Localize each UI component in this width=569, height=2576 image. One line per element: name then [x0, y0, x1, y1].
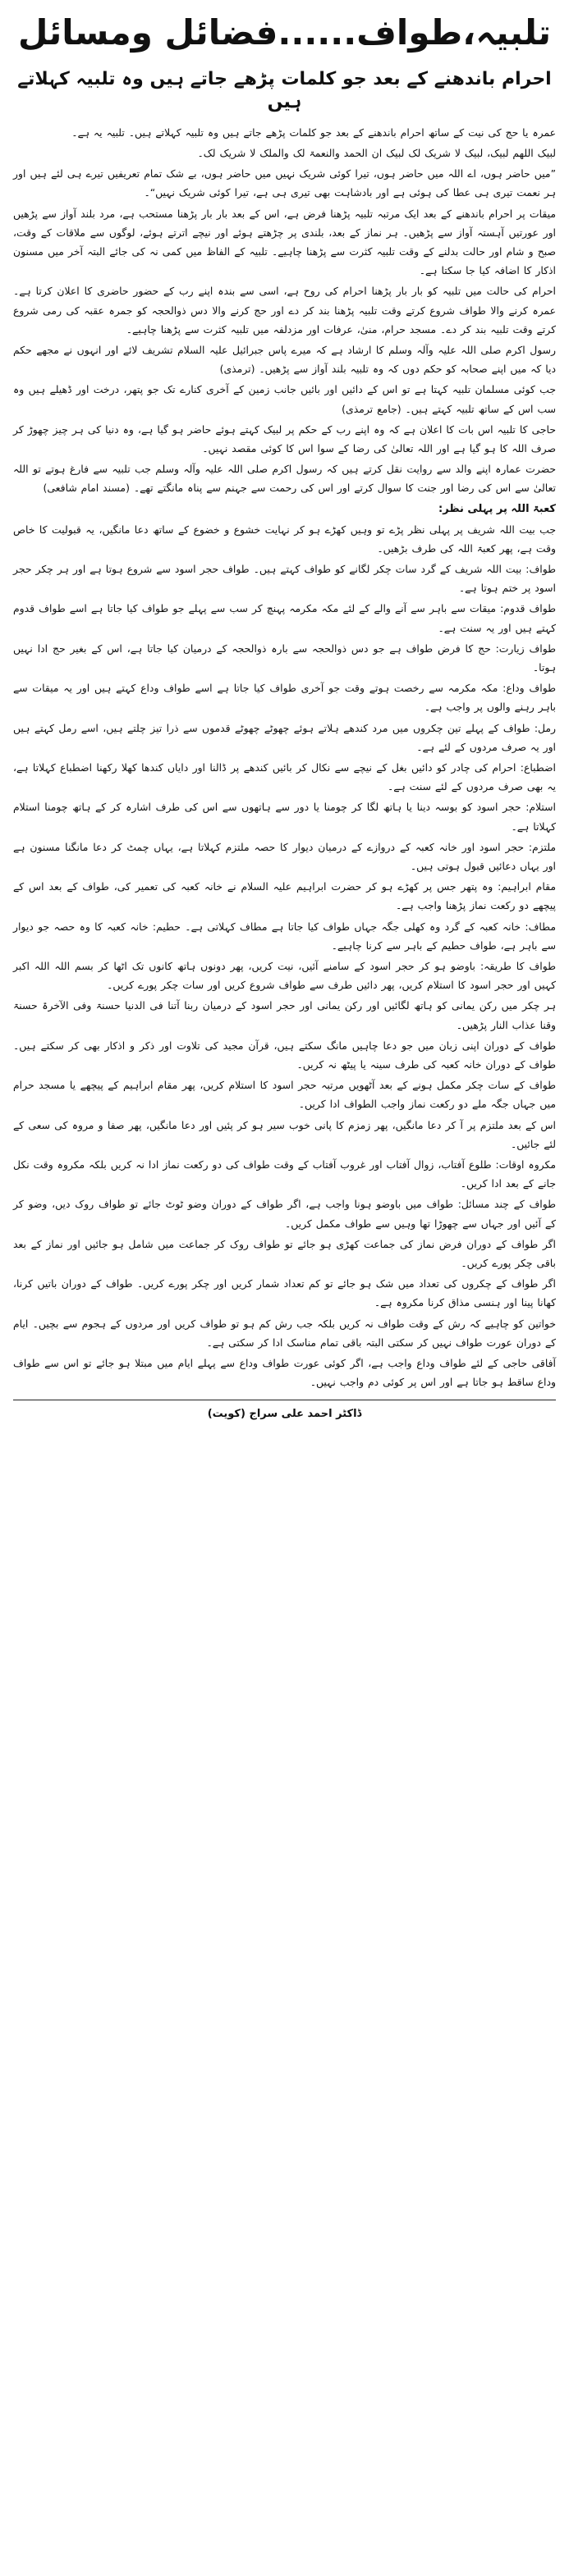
section-paragraph: اگر طواف کے دوران فرض نماز کی جماعت کھڑی ہو جائے تو طواف روک کر جماعت میں شامل ہو جائیں اور نماز کے بعد باقی چکر پورے کریں۔ [13, 1237, 556, 1270]
body-paragraph: احرام کی حالت میں تلبیہ کو بار بار پڑھنا احرام کی روح ہے، اسی سے بندہ اپنے رب کے حضور حاضری کا اعلان کرتا ہے۔ عمرہ کرنے والا طواف شروع کرتے وقت تلبیہ پڑھنا بند کر دے اور حج کرنے والا دس ذوالحجہ کو جمرہ عقبہ کی رمی شروع کرتے وقت تلبیہ بند کر دے۔ مسجد حرام، منیٰ، عرفات اور مزدلفہ میں تلبیہ کثرت سے پڑھنا چاہیے۔ [13, 285, 556, 336]
section-paragraph: طواف قدوم: میقات سے باہر سے آنے والے کے لئے مکہ مکرمہ پہنچ کر سب سے پہلے جو طواف کیا جاتا ہے اسے طواف قدوم کہتے ہیں اور یہ سنت ہے۔ [13, 602, 556, 634]
section-paragraph: طواف وداع: مکہ مکرمہ سے رخصت ہوتے وقت جو آخری طواف کیا جاتا ہے اسے طواف وداع کہتے ہیں اور یہ میقات سے باہر رہنے والوں پر واجب ہے۔ [13, 682, 556, 714]
article-subtitle: احرام باندھنے کے بعد جو کلمات پڑھے جاتے ہیں وہ تلبیہ کہلاتے ہیں [17, 68, 552, 113]
section-paragraph: رمل: طواف کے پہلے تین چکروں میں مرد کندھے ہلاتے ہوئے چھوٹے چھوٹے قدموں سے ذرا تیز چلتے ہیں، اسے رمل کہتے ہیں اور یہ صرف مردوں کے لئے ہے۔ [13, 721, 556, 753]
section-paragraph: مقام ابراہیم: وہ پتھر جس پر کھڑے ہو کر حضرت ابراہیم علیہ السلام نے خانہ کعبہ کی تعمیر کی، طواف کے بعد اس کے پیچھے دو رکعت نماز پڑھنا واجب ہے۔ [13, 880, 556, 912]
section-paragraph: جب بیت اللہ شریف پر پہلی نظر پڑے تو وہیں کھڑے ہو کر نہایت خشوع و خضوع کے ساتھ دعا مانگیں، یہ قبولیت کا خاص وقت ہے، پھر کعبۃ اللہ کی طرف بڑھیں۔ [13, 523, 556, 555]
talbiyah-translation: ”میں حاضر ہوں، اے اللہ میں حاضر ہوں، تیرا کوئی شریک نہیں میں حاضر ہوں، بے شک تمام تعریفیں تیرے ہی لئے ہیں اور ہر نعمت تیری ہی عطا کی ہوئی ہے اور بادشاہت بھی تیری ہی ہے، تیرا کوئی شریک نہیں“۔ [13, 167, 556, 199]
section-paragraph: ہر چکر میں رکن یمانی کو ہاتھ لگائیں اور رکن یمانی اور حجر اسود کے درمیان ربنا آتنا فی الدنیا حسنۃ وفی الآخرۃ حسنۃ وقنا عذاب النار پڑھیں۔ [13, 999, 556, 1031]
body-paragraph: عمرہ یا حج کی نیت کے ساتھ احرام باندھنے کے بعد جو کلمات پڑھے جاتے ہیں وہ تلبیہ کہلاتے ہیں۔ تلبیہ یہ ہے۔ [71, 126, 556, 139]
section-heading: کعبۃ اللہ پر پہلی نظر: [438, 502, 556, 515]
section-paragraph: مکروہ اوقات: طلوع آفتاب، زوال آفتاب اور غروب آفتاب کے وقت طواف کی دو رکعت نماز ادا نہ کریں بلکہ مکروہ وقت نکل جانے کے بعد ادا کریں۔ [13, 1158, 556, 1190]
section-paragraph: اگر طواف کے چکروں کی تعداد میں شک ہو جائے تو کم تعداد شمار کریں اور چکر پورے کریں۔ طواف کے دوران باتیں کرنا، کھانا پینا اور ہنسی مذاق کرنا مکروہ ہے۔ [13, 1277, 556, 1309]
section-paragraph: آفاقی حاجی کے لئے طواف وداع واجب ہے، اگر کوئی عورت طواف وداع سے پہلے ایام میں مبتلا ہو جائے تو اس سے طواف وداع ساقط ہو جاتا ہے اور اس پر کوئی دم واجب نہیں۔ [13, 1357, 556, 1389]
article-title: تلبیہ،طواف......فضائل ومسائل [18, 12, 551, 53]
body-paragraph: رسول اکرم صلی اللہ علیہ وآلہ وسلم کا ارشاد ہے کہ میرے پاس جبرائیل علیہ السلام تشریف لائے اور انہوں نے مجھے حکم دیا کہ میں اپنے صحابہ کو حکم دوں کہ وہ تلبیہ بلند آواز سے پڑھیں۔ (ترمذی) [13, 343, 556, 376]
section-paragraph: طواف کے چند مسائل: طواف میں باوضو ہونا واجب ہے، اگر طواف کے دوران وضو ٹوٹ جائے تو طواف روک دیں، وضو کر کے آئیں اور جہاں سے چھوڑا تھا وہیں سے طواف مکمل کریں۔ [13, 1198, 556, 1230]
talbiyah-arabic-text: لبیک اللھم لبیک، لبیک لا شریک لک لبیک ان الحمد والنعمۃ لک والملک لا شریک لک۔ [197, 146, 556, 159]
section-paragraph: اضطباع: احرام کی چادر کو دائیں بغل کے نیچے سے نکال کر بائیں کندھے پر ڈالنا اور دایاں کندھا کھلا رکھنا اضطباع کہلاتا ہے، یہ بھی صرف مردوں کے لئے سنت ہے۔ [13, 760, 556, 793]
body-paragraph: جب کوئی مسلمان تلبیہ کہتا ہے تو اس کے دائیں اور بائیں جانب زمین کے آخری کنارے تک جو پتھر، درخت اور ڈھیلے ہیں وہ سب اس کے ساتھ تلبیہ کہتے ہیں۔ (جامع ترمذی) [13, 383, 556, 415]
article-body [13, 123, 556, 1392]
section-paragraph: طواف: بیت اللہ شریف کے گرد سات چکر لگانے کو طواف کہتے ہیں۔ طواف حجر اسود سے شروع ہوتا ہے اور ہر چکر حجر اسود پر ختم ہوتا ہے۔ [13, 562, 556, 595]
section-paragraph: طواف کے سات چکر مکمل ہونے کے بعد آٹھویں مرتبہ حجر اسود کا استلام کریں، پھر مقام ابراہیم کے پیچھے یا مسجد حرام میں جہاں جگہ ملے دو رکعت نماز واجب الطواف ادا کریں۔ [13, 1079, 556, 1111]
section-paragraph: استلام: حجر اسود کو بوسہ دینا یا ہاتھ لگا کر چومنا یا دور سے ہاتھوں سے اس کی طرف اشارہ کر کے ہاتھ چومنا استلام کہلاتا ہے۔ [13, 801, 556, 833]
section-paragraph: طواف زیارت: حج کا فرض طواف ہے جو دس ذوالحجہ سے بارہ ذوالحجہ کے درمیان کیا جاتا ہے، اس کے بغیر حج ادا نہیں ہوتا۔ [13, 642, 556, 674]
body-paragraph: حاجی کا تلبیہ اس بات کا اعلان ہے کہ وہ اپنے رب کے حکم پر لبیک کہتے ہوئے حاضر ہو گیا ہے، وہ دنیا کی ہر چیز چھوڑ کر صرف اللہ کا ہو گیا ہے اور اللہ تعالیٰ کی رضا کے سوا اس کا کوئی مقصد نہیں۔ [13, 422, 556, 454]
body-paragraph: حضرت عمارہ اپنے والد سے روایت نقل کرتے ہیں کہ رسول اکرم صلی اللہ علیہ وآلہ وسلم جب تلبیہ سے فارغ ہوتے تو اللہ تعالیٰ سے اس کی رضا اور جنت کا سوال کرتے اور اس کی رحمت سے جہنم سے پناہ مانگتے تھے۔ (مسند امام شافعی) [13, 463, 556, 495]
section-paragraph: خواتین کو چاہیے کہ رش کے وقت طواف نہ کریں بلکہ جب رش کم ہو تو طواف کریں اور مردوں کے ہجوم سے بچیں۔ ایام کے دوران عورت طواف نہیں کر سکتی البتہ باقی تمام مناسک ادا کر سکتی ہے۔ [13, 1317, 556, 1349]
section-paragraph: ملتزم: حجر اسود اور خانہ کعبہ کے دروازے کے درمیان دیوار کا حصہ ملتزم کہلاتا ہے، یہاں چمٹ کر دعا مانگنا مسنون ہے اور یہاں دعائیں قبول ہوتی ہیں۔ [13, 840, 556, 872]
author-byline: ڈاکٹر احمد علی سراج (کویت) [207, 1408, 362, 1421]
body-paragraph: میقات پر احرام باندھنے کے بعد ایک مرتبہ تلبیہ پڑھنا فرض ہے، اس کے بعد بار بار پڑھنا مستحب ہے، مرد بلند آواز سے پڑھیں اور عورتیں آہستہ آواز سے پڑھیں۔ ہر نماز کے بعد، بلندی پر چڑھتے ہوئے اور نیچے اترتے ہوئے، لوگوں سے ملاقات کے وقت، صبح و شام اور حالت بدلنے کے وقت تلبیہ کثرت سے پڑھنا چاہیے۔ تلبیہ کے الفاظ میں کمی نہ کی جائے البتہ آخر میں مسنون اذکار کا اضافہ کیا جا سکتا ہے۔ [13, 207, 556, 277]
section-paragraph: اس کے بعد ملتزم پر آ کر دعا مانگیں، پھر زمزم کا پانی خوب سیر ہو کر پئیں اور دعا مانگیں، پھر صفا و مروہ کی سعی کے لئے جائیں۔ [13, 1118, 556, 1150]
section-paragraph: طواف کے دوران اپنی زبان میں جو دعا چاہیں مانگ سکتے ہیں، قرآن مجید کی تلاوت اور ذکر و اذکار بھی کر سکتے ہیں۔ طواف کے دوران خانہ کعبہ کی طرف سینہ یا پیٹھ نہ کریں۔ [13, 1039, 556, 1071]
section-paragraph: طواف کا طریقہ: باوضو ہو کر حجر اسود کے سامنے آئیں، نیت کریں، پھر دونوں ہاتھ کانوں تک اٹھا کر بسم اللہ اللہ اکبر کہیں اور حجر اسود کا استلام کریں، پھر دائیں طرف سے طواف شروع کریں اور سات چکر پورے کریں۔ [13, 960, 556, 992]
section-paragraph: مطاف: خانہ کعبہ کے گرد وہ کھلی جگہ جہاں طواف کیا جاتا ہے مطاف کہلاتی ہے۔ حطیم: خانہ کعبہ کا وہ حصہ جو دیوار سے باہر ہے، طواف حطیم کے باہر سے کرنا چاہیے۔ [13, 920, 556, 952]
